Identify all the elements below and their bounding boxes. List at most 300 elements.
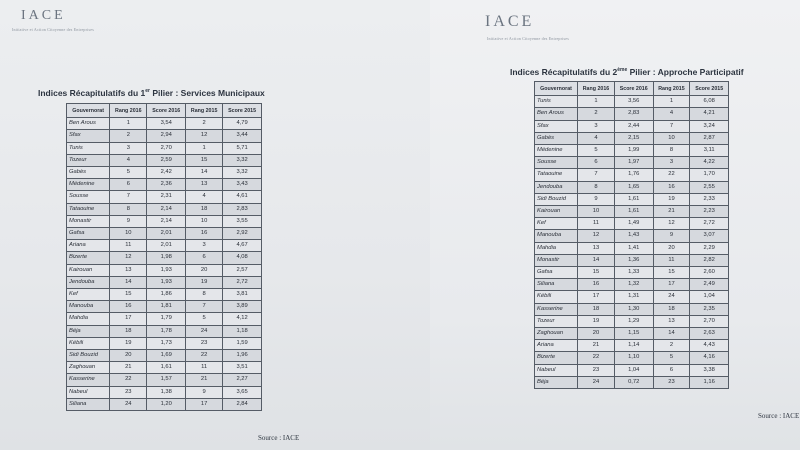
- value-cell: 20: [186, 264, 223, 276]
- governorate-cell: Kasserine: [535, 303, 578, 315]
- value-cell: 13: [578, 242, 615, 254]
- table-row: [535, 157, 729, 169]
- governorate-cell: Médenine: [67, 179, 110, 191]
- governorate-cell: Tunis: [67, 142, 110, 154]
- value-cell: 1: [110, 118, 147, 130]
- table-row: [535, 169, 729, 181]
- table-row: [67, 142, 262, 154]
- right-column-header: Score 2016: [614, 82, 653, 96]
- table-row: [535, 193, 729, 205]
- governorate-cell: Ben Arous: [535, 108, 578, 120]
- value-cell: 3,38: [690, 364, 729, 376]
- value-cell: 15: [186, 154, 223, 166]
- governorate-cell: Tozeur: [67, 154, 110, 166]
- value-cell: 2,82: [690, 254, 729, 266]
- value-cell: 10: [578, 206, 615, 218]
- table-row: [535, 267, 729, 279]
- value-cell: 23: [110, 386, 147, 398]
- value-cell: 1: [186, 142, 223, 154]
- value-cell: 4,08: [223, 252, 262, 264]
- value-cell: 2,59: [147, 154, 186, 166]
- value-cell: 2,84: [223, 398, 262, 410]
- governorate-cell: Mahdia: [67, 313, 110, 325]
- value-cell: 22: [653, 169, 690, 181]
- governorate-cell: Sidi Bouzid: [535, 193, 578, 205]
- value-cell: 4,79: [223, 118, 262, 130]
- value-cell: 24: [578, 376, 615, 388]
- table-row: [67, 264, 262, 276]
- value-cell: 10: [110, 228, 147, 240]
- value-cell: 3,51: [223, 362, 262, 374]
- value-cell: 21: [578, 340, 615, 352]
- value-cell: 3,32: [223, 167, 262, 179]
- value-cell: 1,14: [614, 340, 653, 352]
- value-cell: 14: [110, 276, 147, 288]
- value-cell: 3,89: [223, 301, 262, 313]
- value-cell: 1: [653, 96, 690, 108]
- value-cell: 9: [578, 193, 615, 205]
- value-cell: 6: [186, 252, 223, 264]
- governorate-cell: Gabès: [535, 132, 578, 144]
- value-cell: 10: [186, 215, 223, 227]
- value-cell: 8: [186, 289, 223, 301]
- value-cell: 4,67: [223, 240, 262, 252]
- left-logo-subtitle: Initiative et Action Citoyenne des Entreprises: [12, 27, 94, 32]
- value-cell: 1,65: [614, 181, 653, 193]
- table-row: [535, 254, 729, 266]
- value-cell: 15: [578, 267, 615, 279]
- governorate-cell: Gafsa: [67, 228, 110, 240]
- value-cell: 12: [186, 130, 223, 142]
- governorate-cell: Sfax: [535, 120, 578, 132]
- value-cell: 1,93: [147, 264, 186, 276]
- table-row: [67, 374, 262, 386]
- governorate-cell: Gafsa: [535, 267, 578, 279]
- governorate-cell: Sidi Bouzid: [67, 350, 110, 362]
- table-row: [67, 215, 262, 227]
- value-cell: 18: [578, 303, 615, 315]
- governorate-cell: Manouba: [67, 301, 110, 313]
- value-cell: 4,12: [223, 313, 262, 325]
- value-cell: 3,24: [690, 120, 729, 132]
- table-row: [67, 118, 262, 130]
- left-data-table: [66, 103, 262, 411]
- governorate-cell: Nabeul: [535, 364, 578, 376]
- value-cell: 2,60: [690, 267, 729, 279]
- right-column-header: Rang 2015: [653, 82, 690, 96]
- value-cell: 1,30: [614, 303, 653, 315]
- value-cell: 2,42: [147, 167, 186, 179]
- value-cell: 1,38: [147, 386, 186, 398]
- value-cell: 3: [110, 142, 147, 154]
- left-column-header: Rang 2016: [110, 104, 147, 118]
- value-cell: 3: [653, 157, 690, 169]
- value-cell: 17: [578, 291, 615, 303]
- value-cell: 22: [186, 350, 223, 362]
- right-logo-subtitle: Initiative et Action Citoyenne des Entreprises: [487, 36, 569, 41]
- value-cell: 4,21: [690, 108, 729, 120]
- value-cell: 1,10: [614, 352, 653, 364]
- value-cell: 2,94: [147, 130, 186, 142]
- value-cell: 20: [653, 242, 690, 254]
- right-logo: IACE: [485, 13, 535, 30]
- value-cell: 22: [110, 374, 147, 386]
- value-cell: 6: [653, 364, 690, 376]
- value-cell: 1,61: [147, 362, 186, 374]
- table-row: [67, 276, 262, 288]
- value-cell: 4,61: [223, 191, 262, 203]
- value-cell: 8: [110, 203, 147, 215]
- value-cell: 5: [110, 167, 147, 179]
- value-cell: 3,54: [147, 118, 186, 130]
- table-row: [67, 289, 262, 301]
- value-cell: 1,04: [614, 364, 653, 376]
- governorate-cell: Siliana: [67, 398, 110, 410]
- value-cell: 2,83: [223, 203, 262, 215]
- value-cell: 1,18: [223, 325, 262, 337]
- governorate-cell: Tunis: [535, 96, 578, 108]
- value-cell: 24: [653, 291, 690, 303]
- value-cell: 7: [186, 301, 223, 313]
- value-cell: 1,36: [614, 254, 653, 266]
- value-cell: 19: [110, 337, 147, 349]
- governorate-cell: Manouba: [535, 230, 578, 242]
- table-row: [535, 328, 729, 340]
- value-cell: 2,01: [147, 240, 186, 252]
- right-column-header: Score 2015: [690, 82, 729, 96]
- value-cell: 1,76: [614, 169, 653, 181]
- value-cell: 1,29: [614, 315, 653, 327]
- table-row: [535, 303, 729, 315]
- value-cell: 1,20: [147, 398, 186, 410]
- left-logo: IACE: [21, 8, 66, 23]
- value-cell: 1,81: [147, 301, 186, 313]
- value-cell: 14: [186, 167, 223, 179]
- value-cell: 2,70: [690, 315, 729, 327]
- value-cell: 1,57: [147, 374, 186, 386]
- value-cell: 2,01: [147, 228, 186, 240]
- table-row: [535, 96, 729, 108]
- table-row: [67, 252, 262, 264]
- left-column-header: Gouvernorat: [67, 104, 110, 118]
- value-cell: 1,61: [614, 193, 653, 205]
- governorate-cell: Kairouan: [67, 264, 110, 276]
- value-cell: 2,31: [147, 191, 186, 203]
- value-cell: 19: [578, 315, 615, 327]
- table-row: [535, 364, 729, 376]
- table-row: [67, 240, 262, 252]
- value-cell: 2,92: [223, 228, 262, 240]
- governorate-cell: Tataouine: [535, 169, 578, 181]
- governorate-cell: Kef: [535, 218, 578, 230]
- left-column-header: Score 2015: [223, 104, 262, 118]
- table-row: [67, 398, 262, 410]
- value-cell: 22: [578, 352, 615, 364]
- value-cell: 21: [186, 374, 223, 386]
- table-row: [535, 352, 729, 364]
- value-cell: 2,14: [147, 203, 186, 215]
- value-cell: 1,15: [614, 328, 653, 340]
- value-cell: 4: [578, 132, 615, 144]
- value-cell: 2,36: [147, 179, 186, 191]
- value-cell: 0,72: [614, 376, 653, 388]
- value-cell: 12: [110, 252, 147, 264]
- value-cell: 3,81: [223, 289, 262, 301]
- value-cell: 2,49: [690, 279, 729, 291]
- value-cell: 1,43: [614, 230, 653, 242]
- table-row: [535, 132, 729, 144]
- value-cell: 1,59: [223, 337, 262, 349]
- table-row: [535, 242, 729, 254]
- value-cell: 1,31: [614, 291, 653, 303]
- governorate-cell: Zaghouan: [535, 328, 578, 340]
- value-cell: 10: [653, 132, 690, 144]
- value-cell: 1: [578, 96, 615, 108]
- value-cell: 9: [186, 386, 223, 398]
- value-cell: 7: [578, 169, 615, 181]
- value-cell: 3,07: [690, 230, 729, 242]
- table-row: [67, 386, 262, 398]
- value-cell: 18: [653, 303, 690, 315]
- governorate-cell: Ariana: [535, 340, 578, 352]
- governorate-cell: Kef: [67, 289, 110, 301]
- value-cell: 2,44: [614, 120, 653, 132]
- value-cell: 1,73: [147, 337, 186, 349]
- governorate-cell: Béja: [535, 376, 578, 388]
- value-cell: 3,55: [223, 215, 262, 227]
- value-cell: 2: [578, 108, 615, 120]
- value-cell: 2,83: [614, 108, 653, 120]
- value-cell: 2,15: [614, 132, 653, 144]
- value-cell: 5: [578, 145, 615, 157]
- value-cell: 16: [110, 301, 147, 313]
- value-cell: 5: [186, 313, 223, 325]
- value-cell: 12: [653, 218, 690, 230]
- value-cell: 5: [653, 352, 690, 364]
- value-cell: 9: [653, 230, 690, 242]
- governorate-cell: Sfax: [67, 130, 110, 142]
- table-row: [67, 313, 262, 325]
- table-row: [67, 130, 262, 142]
- governorate-cell: Mahdia: [535, 242, 578, 254]
- table-row: [67, 301, 262, 313]
- value-cell: 2,14: [147, 215, 186, 227]
- value-cell: 13: [653, 315, 690, 327]
- table-row: [535, 120, 729, 132]
- governorate-cell: Médenine: [535, 145, 578, 157]
- value-cell: 4,22: [690, 157, 729, 169]
- governorate-cell: Béja: [67, 325, 110, 337]
- value-cell: 14: [653, 328, 690, 340]
- value-cell: 2,23: [690, 206, 729, 218]
- value-cell: 2,33: [690, 193, 729, 205]
- value-cell: 1,98: [147, 252, 186, 264]
- governorate-cell: Jendouba: [67, 276, 110, 288]
- value-cell: 17: [653, 279, 690, 291]
- governorate-cell: Jendouba: [535, 181, 578, 193]
- table-row: [67, 325, 262, 337]
- value-cell: 1,78: [147, 325, 186, 337]
- table-row: [535, 206, 729, 218]
- value-cell: 9: [110, 215, 147, 227]
- value-cell: 21: [653, 206, 690, 218]
- table-row: [535, 230, 729, 242]
- table-row: [67, 179, 262, 191]
- value-cell: 13: [110, 264, 147, 276]
- table-row: [535, 145, 729, 157]
- value-cell: 16: [653, 181, 690, 193]
- value-cell: 1,33: [614, 267, 653, 279]
- value-cell: 1,93: [147, 276, 186, 288]
- table-row: [535, 218, 729, 230]
- value-cell: 2,70: [147, 142, 186, 154]
- value-cell: 4,16: [690, 352, 729, 364]
- table-row: [67, 350, 262, 362]
- value-cell: 3,44: [223, 130, 262, 142]
- value-cell: 1,70: [690, 169, 729, 181]
- left-source: Source : IACE: [258, 434, 300, 442]
- governorate-cell: Kasserine: [67, 374, 110, 386]
- governorate-cell: Monastir: [67, 215, 110, 227]
- table-row: [535, 279, 729, 291]
- value-cell: 4: [653, 108, 690, 120]
- value-cell: 3,65: [223, 386, 262, 398]
- value-cell: 1,97: [614, 157, 653, 169]
- value-cell: 11: [653, 254, 690, 266]
- table-row: [535, 108, 729, 120]
- value-cell: 1,61: [614, 206, 653, 218]
- left-column-header: Score 2016: [147, 104, 186, 118]
- value-cell: 3: [186, 240, 223, 252]
- right-column-header: Rang 2016: [578, 82, 615, 96]
- value-cell: 7: [653, 120, 690, 132]
- governorate-cell: Ariana: [67, 240, 110, 252]
- value-cell: 21: [110, 362, 147, 374]
- table-row: [535, 315, 729, 327]
- value-cell: 20: [578, 328, 615, 340]
- value-cell: 2,27: [223, 374, 262, 386]
- table-row: [67, 154, 262, 166]
- table-row: [67, 167, 262, 179]
- governorate-cell: Sousse: [67, 191, 110, 203]
- value-cell: 4: [110, 154, 147, 166]
- value-cell: 2: [186, 118, 223, 130]
- value-cell: 2,72: [690, 218, 729, 230]
- value-cell: 11: [110, 240, 147, 252]
- value-cell: 13: [186, 179, 223, 191]
- value-cell: 1,69: [147, 350, 186, 362]
- governorate-cell: Kébili: [535, 291, 578, 303]
- value-cell: 2,55: [690, 181, 729, 193]
- value-cell: 1,04: [690, 291, 729, 303]
- value-cell: 7: [110, 191, 147, 203]
- governorate-cell: Tozeur: [535, 315, 578, 327]
- value-cell: 15: [653, 267, 690, 279]
- value-cell: 14: [578, 254, 615, 266]
- left-column-header: Rang 2015: [186, 104, 223, 118]
- value-cell: 5,71: [223, 142, 262, 154]
- governorate-cell: Nabeul: [67, 386, 110, 398]
- value-cell: 1,96: [223, 350, 262, 362]
- value-cell: 11: [578, 218, 615, 230]
- value-cell: 3: [578, 120, 615, 132]
- value-cell: 17: [110, 313, 147, 325]
- value-cell: 23: [578, 364, 615, 376]
- table-row: [67, 228, 262, 240]
- value-cell: 1,86: [147, 289, 186, 301]
- value-cell: 1,49: [614, 218, 653, 230]
- value-cell: 6: [578, 157, 615, 169]
- value-cell: 16: [578, 279, 615, 291]
- right-table-title: Indices Récapitulatifs du 2ème Pilier : Approche Participatif: [510, 67, 744, 77]
- value-cell: 3,32: [223, 154, 262, 166]
- value-cell: 20: [110, 350, 147, 362]
- value-cell: 3,43: [223, 179, 262, 191]
- value-cell: 1,99: [614, 145, 653, 157]
- governorate-cell: Sousse: [535, 157, 578, 169]
- table-row: [67, 191, 262, 203]
- value-cell: 6,08: [690, 96, 729, 108]
- value-cell: 19: [653, 193, 690, 205]
- right-source: Source : IACE: [758, 412, 800, 420]
- governorate-cell: Kébili: [67, 337, 110, 349]
- value-cell: 6: [110, 179, 147, 191]
- governorate-cell: Monastir: [535, 254, 578, 266]
- value-cell: 1,32: [614, 279, 653, 291]
- value-cell: 16: [186, 228, 223, 240]
- value-cell: 2,35: [690, 303, 729, 315]
- table-row: [67, 362, 262, 374]
- value-cell: 2,87: [690, 132, 729, 144]
- value-cell: 1,16: [690, 376, 729, 388]
- value-cell: 1,79: [147, 313, 186, 325]
- value-cell: 8: [578, 181, 615, 193]
- table-row: [535, 340, 729, 352]
- value-cell: 15: [110, 289, 147, 301]
- table-row: [67, 203, 262, 215]
- governorate-cell: Tataouine: [67, 203, 110, 215]
- value-cell: 3,11: [690, 145, 729, 157]
- value-cell: 24: [186, 325, 223, 337]
- value-cell: 24: [110, 398, 147, 410]
- value-cell: 2: [653, 340, 690, 352]
- value-cell: 1,41: [614, 242, 653, 254]
- table-row: [67, 337, 262, 349]
- value-cell: 19: [186, 276, 223, 288]
- value-cell: 3,56: [614, 96, 653, 108]
- governorate-cell: Ben Arous: [67, 118, 110, 130]
- value-cell: 2,72: [223, 276, 262, 288]
- value-cell: 2,63: [690, 328, 729, 340]
- governorate-cell: Bizerte: [535, 352, 578, 364]
- value-cell: 8: [653, 145, 690, 157]
- value-cell: 2,29: [690, 242, 729, 254]
- value-cell: 11: [186, 362, 223, 374]
- governorate-cell: Siliana: [535, 279, 578, 291]
- right-column-header: Gouvernorat: [535, 82, 578, 96]
- value-cell: 23: [186, 337, 223, 349]
- value-cell: 18: [186, 203, 223, 215]
- left-table-title: Indices Récapitulatifs du 1er Pilier : Services Municipaux: [38, 88, 265, 98]
- governorate-cell: Bizerte: [67, 252, 110, 264]
- value-cell: 12: [578, 230, 615, 242]
- governorate-cell: Gabès: [67, 167, 110, 179]
- value-cell: 23: [653, 376, 690, 388]
- value-cell: 4,43: [690, 340, 729, 352]
- value-cell: 2: [110, 130, 147, 142]
- value-cell: 17: [186, 398, 223, 410]
- governorate-cell: Zaghouan: [67, 362, 110, 374]
